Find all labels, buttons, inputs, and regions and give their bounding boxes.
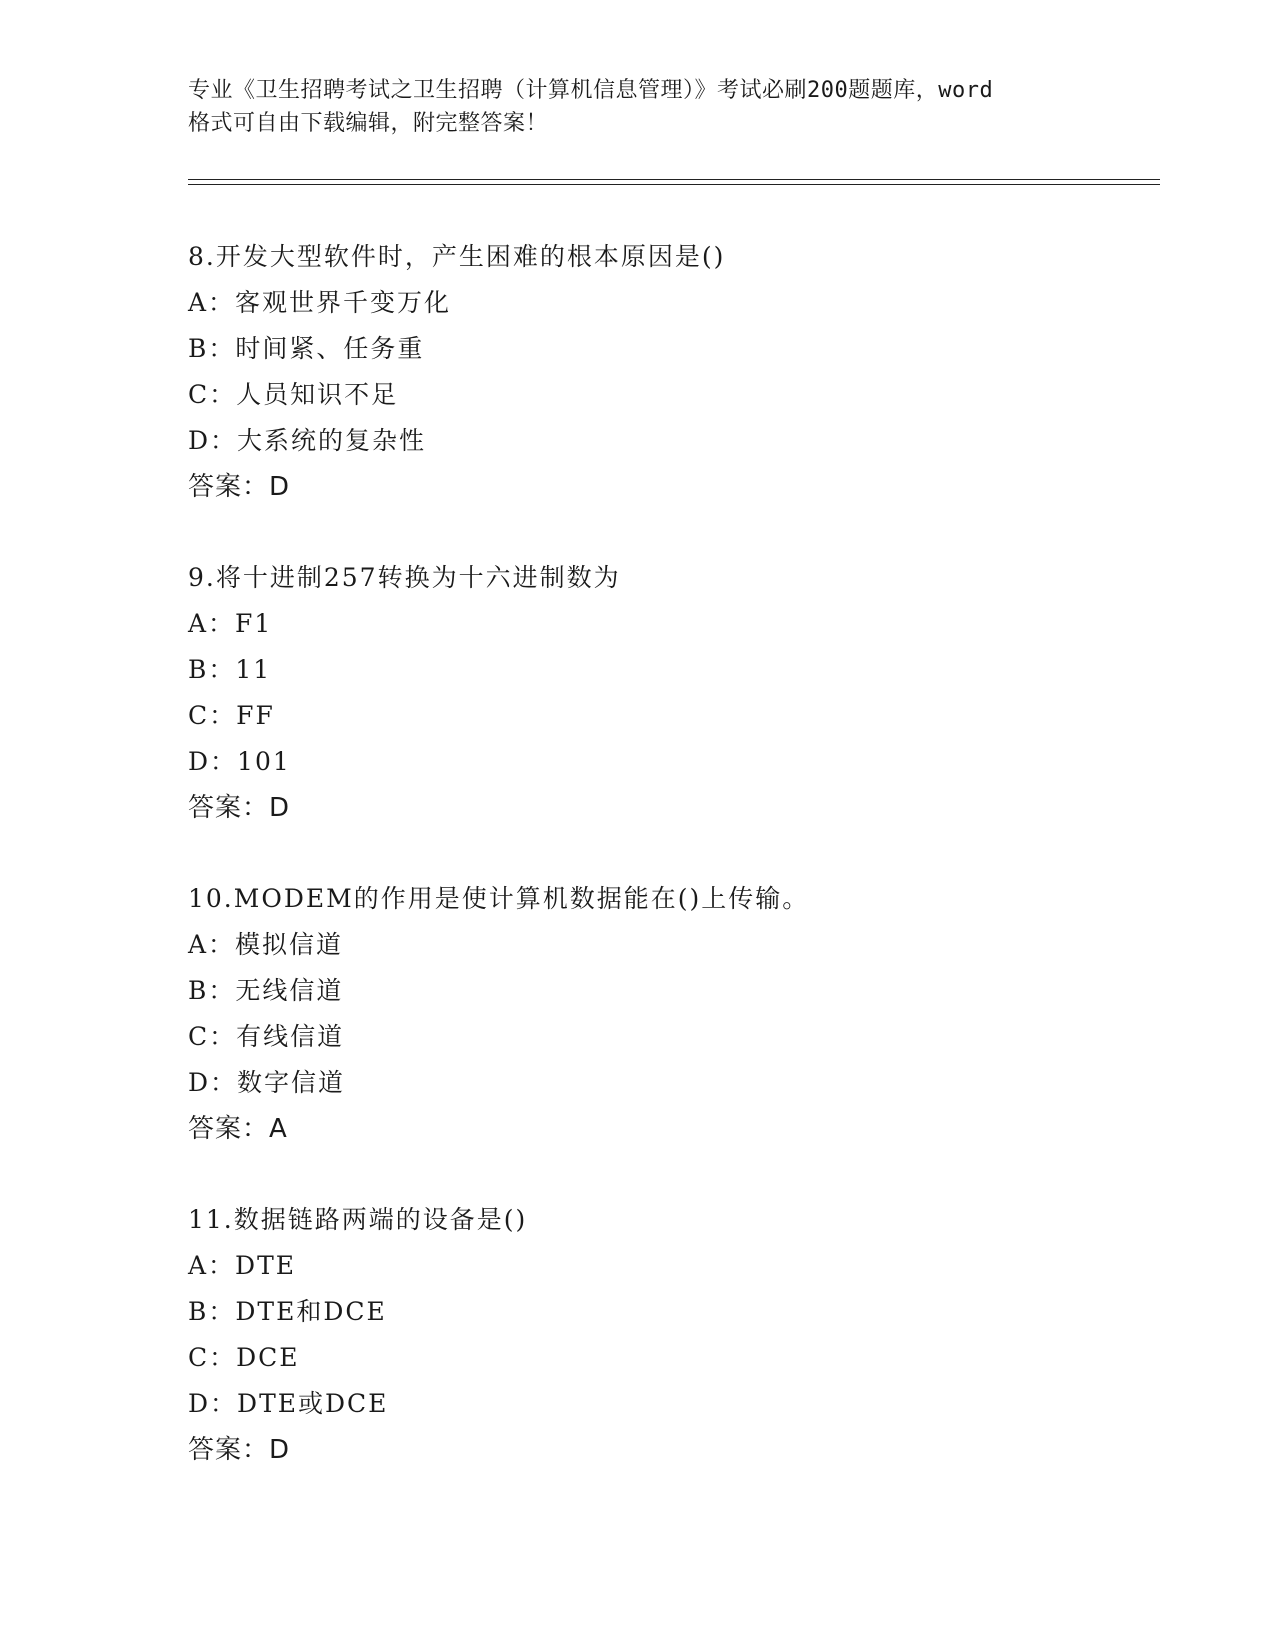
question-11 xyxy=(188,1197,1148,1473)
answer-label: 答案：D xyxy=(188,793,291,823)
option-a: A：F1 xyxy=(188,609,273,638)
option-b: B：DTE和DCE xyxy=(188,1297,387,1326)
header-line-1: 专业《卫生招聘考试之卫生招聘（计算机信息管理）》考试必刷200题题库，word xyxy=(188,78,994,103)
option-a: A：模拟信道 xyxy=(188,930,344,959)
question-stem: 10.MODEM的作用是使计算机数据能在()上传输。 xyxy=(188,884,810,913)
option-c: C：有线信道 xyxy=(188,1022,345,1051)
question-stem: 11.数据链路两端的设备是() xyxy=(188,1205,528,1234)
option-a: A：DTE xyxy=(188,1251,297,1280)
option-d: D：大系统的复杂性 xyxy=(188,426,427,455)
question-stem: 9.将十进制257转换为十六进制数为 xyxy=(188,563,621,592)
header-line-2: 格式可自由下载编辑，附完整答案！ xyxy=(188,111,549,136)
option-c: C：FF xyxy=(188,701,275,730)
header-divider-top xyxy=(188,179,1160,180)
option-c: C：DCE xyxy=(188,1343,300,1372)
answer-label: 答案：D xyxy=(188,472,291,502)
question-9 xyxy=(188,555,1148,831)
document-header xyxy=(188,74,1088,140)
option-d: D：数字信道 xyxy=(188,1068,346,1097)
question-stem: 8.开发大型软件时，产生困难的根本原因是() xyxy=(188,242,726,271)
header-divider-bottom xyxy=(188,184,1160,185)
option-d: D：101 xyxy=(188,747,291,776)
question-8 xyxy=(188,234,1148,510)
option-b: B：时间紧、任务重 xyxy=(188,334,425,363)
option-b: B：11 xyxy=(188,655,272,684)
option-a: A：客观世界千变万化 xyxy=(188,288,452,317)
question-10 xyxy=(188,876,1148,1152)
answer-label: 答案：A xyxy=(188,1114,288,1144)
option-d: D：DTE或DCE xyxy=(188,1389,389,1418)
option-b: B：无线信道 xyxy=(188,976,344,1005)
answer-label: 答案：D xyxy=(188,1435,291,1465)
option-c: C：人员知识不足 xyxy=(188,380,399,409)
